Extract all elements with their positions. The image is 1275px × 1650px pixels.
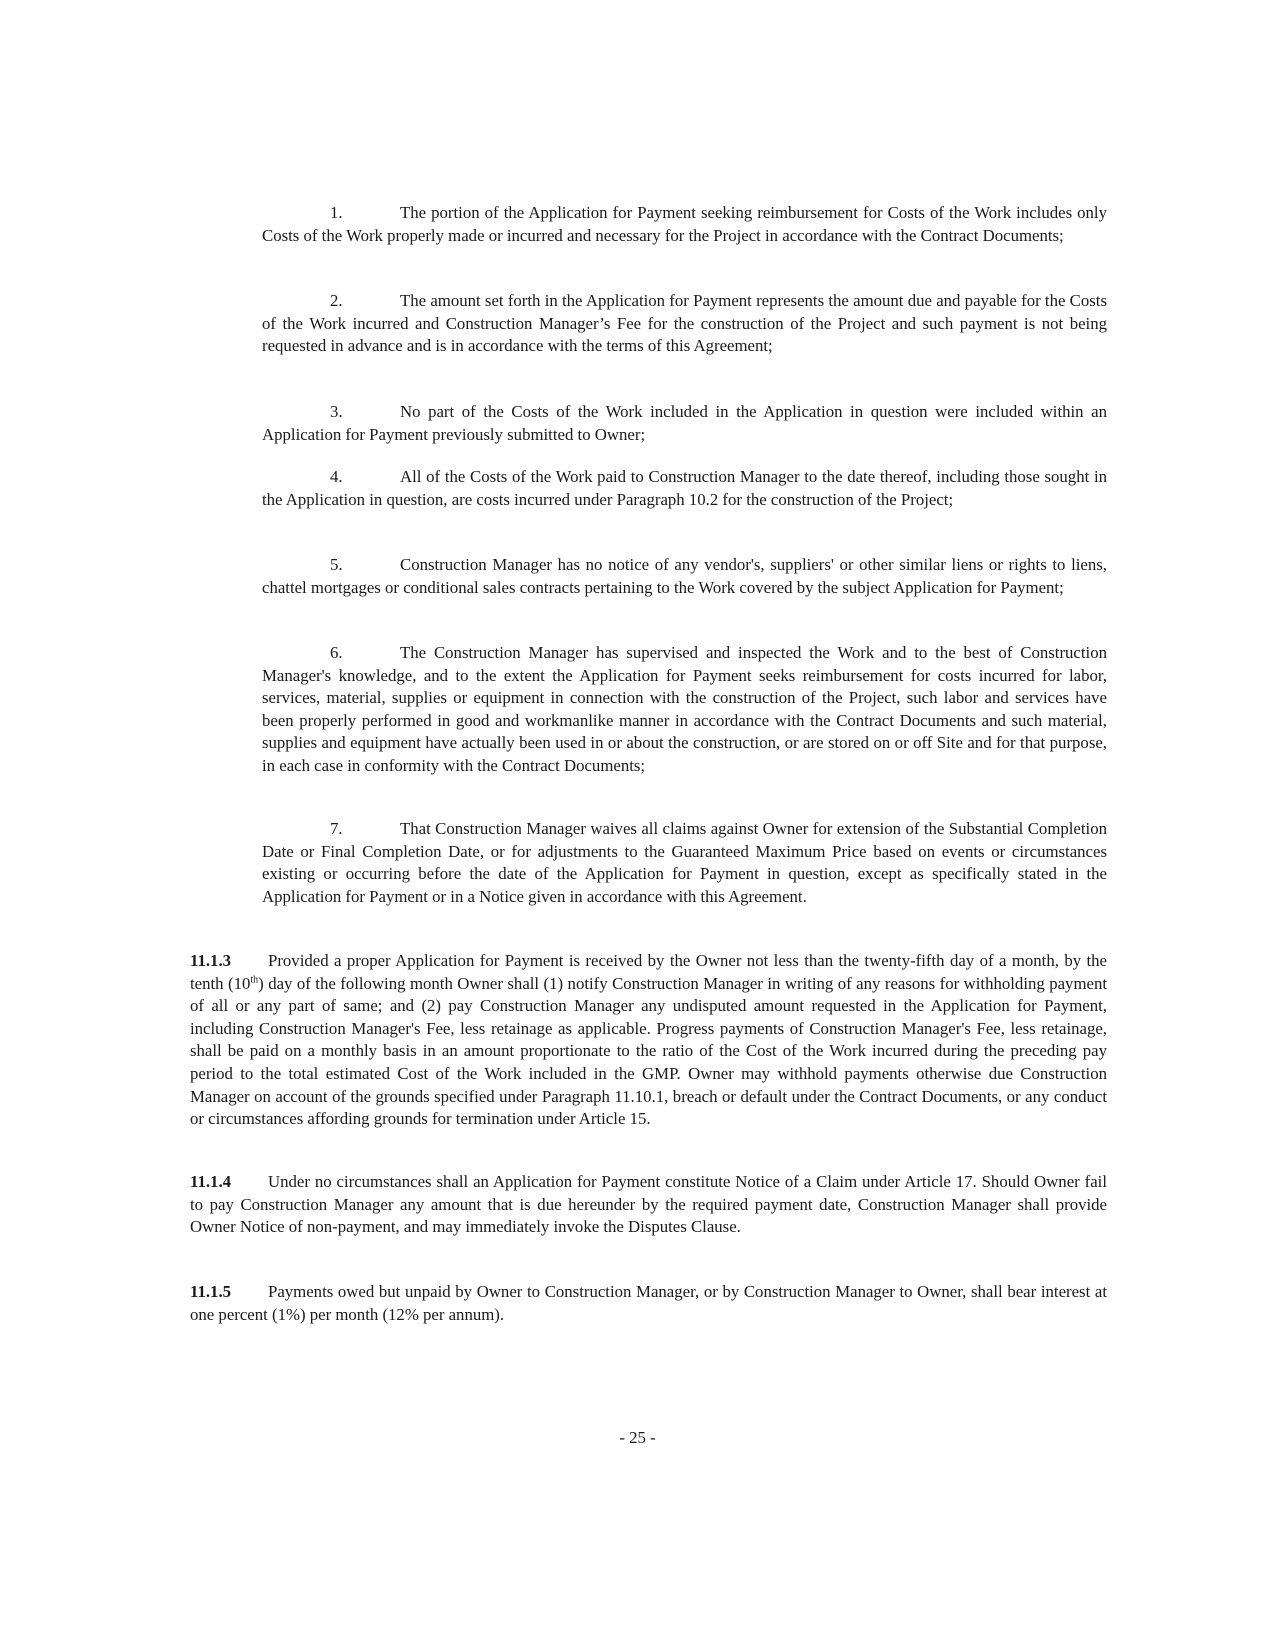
section-text: Under no circumstances shall an Application for Payment constitute Notice of a Claim under Article 17. Should Owner fail to pay Construction Manager any amount that is due hereunder by the required payment date, Construction Manager shall provide Owner Notice of non-payment, and may immediately invoke the Disputes Clause. [190,1172,1107,1237]
list-item-number: 6. [330,643,343,662]
list-item-number: 3. [330,402,343,421]
list-item-number: 5. [330,555,343,574]
section-text: Payments owed but unpaid by Owner to Construction Manager, or by Construction Manager to Owner, shall bear interest at one percent (1%) per month (12% per annum). [190,1282,1107,1324]
list-item-5 [262,554,1107,599]
section-11-1-3 [190,950,1107,1131]
list-item-text: All of the Costs of the Work paid to Construction Manager to the date thereof, including those sought in the Application in question, are costs incurred under Paragraph 10.2 for the construction of the Project; [262,467,1107,509]
superscript: th [250,974,259,985]
list-item-text: The Construction Manager has supervised and inspected the Work and to the best of Construction Manager's knowledge, and to the extent the Application for Payment seeks reimbursement for costs incurred for labor, services, material, supplies or equipment in connection with the construction of the Project, such labor and services have been properly performed in good and workmanlike manner in accordance with the Contract Documents and such material, supplies and equipment have actually been used in or about the construction, or are stored on or off Site and for that purpose, in each case in conformity with the Contract Documents; [262,643,1107,775]
list-item-2 [262,290,1107,358]
list-item-7 [262,818,1107,908]
list-item-text: No part of the Costs of the Work included in the Application in question were included within an Application for Payment previously submitted to Owner; [262,402,1107,444]
list-item-3 [262,401,1107,446]
page-number: - 25 - [619,1428,656,1447]
list-item-number: 7. [330,819,343,838]
section-11-1-5 [190,1281,1107,1326]
list-item-number: 4. [330,467,343,486]
list-item-4 [262,466,1107,511]
section-number: 11.1.5 [190,1282,232,1301]
list-item-number: 1. [330,203,343,222]
list-item-number: 2. [330,291,343,310]
list-item-text: That Construction Manager waives all claims against Owner for extension of the Substantial Completion Date or Final Completion Date, or for adjustments to the Guaranteed Maximum Price based on events or circumstances existing or occurring before the date of the Application for Payment in question, except as specifically stated in the Application for Payment or in a Notice given in accordance with this Agreement. [262,819,1107,906]
list-item-text: The portion of the Application for Payment seeking reimbursement for Costs of the Work includes only Costs of the Work properly made or incurred and necessary for the Project in accordance with the Contract Documents; [262,203,1107,245]
section-text: Provided a proper Application for Payment is received by the Owner not less than the twenty-fifth day of a month, by the tenth (10 [190,951,1107,993]
section-number: 11.1.3 [190,951,232,970]
section-text-continued: ) day of the following month Owner shall (1) notify Construction Manager in writing of any reasons for withholding payment of all or any part of same; and (2) pay Construction Manager any undisputed amount requested in the Application for Payment, including Construction Manager's Fee, less retainage as applicable. Progress payments of Construction Manager's Fee, less retainage, shall be paid on a monthly basis in an amount proportionate to the ratio of the Cost of the Work incurred during the preceding pay period to the total estimated Cost of the Work included in the GMP. Owner may withhold payments otherwise due Construction Manager on account of the grounds specified under Paragraph 11.10.1, breach or default under the Contract Documents, or any conduct or circumstances affording grounds for termination under Article 15. [190,973,1107,1129]
section-number: 11.1.4 [190,1172,232,1191]
section-11-1-4 [190,1171,1107,1239]
list-item-1 [262,202,1107,247]
list-item-text: Construction Manager has no notice of any vendor's, suppliers' or other similar liens or rights to liens, chattel mortgages or conditional sales contracts pertaining to the Work covered by the subject Application for Payment; [262,555,1107,597]
list-item-6 [262,642,1107,778]
list-item-text: The amount set forth in the Application for Payment represents the amount due and payable for the Costs of the Work incurred and Construction Manager’s Fee for the construction of the Project and such payment is not being requested in advance and is in accordance with the terms of this Agreement; [262,291,1107,356]
